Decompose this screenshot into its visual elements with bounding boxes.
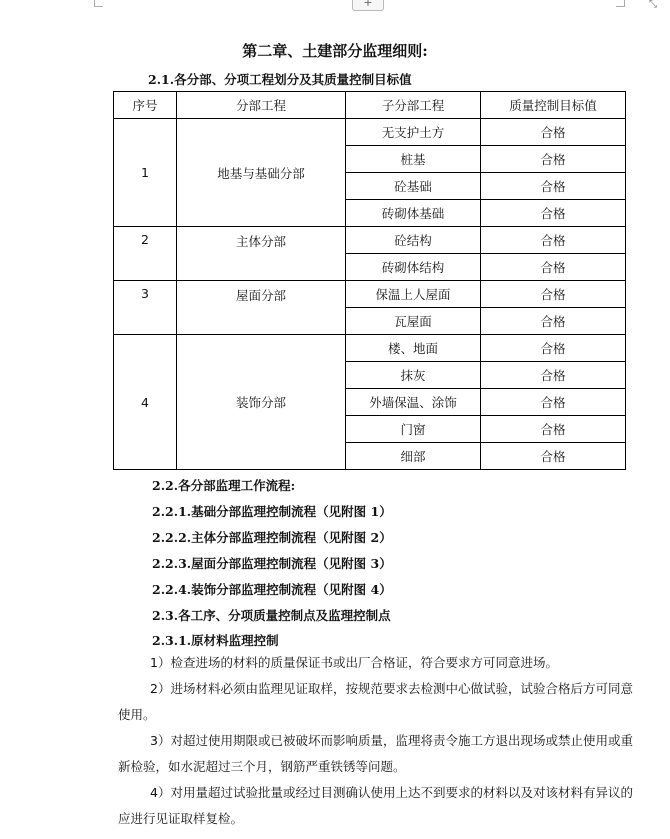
quality-target: 合格 <box>481 308 626 335</box>
body-paragraph: 1）检查进场的材料的质量保证书或出厂合格证，符合要求方可同意进场。 <box>150 655 558 670</box>
sub-division: 桩基 <box>346 146 481 173</box>
margin-corner-mark <box>94 0 103 7</box>
section-heading: 2.2.各分部监理工作流程: <box>152 478 296 493</box>
header-cell: 序号 <box>114 92 177 119</box>
body-paragraph: 4）对用量超过试验批量或经过目测确认使用上达不到要求的材料以及对该材料有异议的应进行见证取样复检。 <box>118 785 633 826</box>
table-header-row <box>114 92 626 119</box>
table-row <box>114 119 626 146</box>
sub-division: 砖砌体结构 <box>346 254 481 281</box>
section-heading: 2.2.1.基础分部监理控制流程（见附图 1） <box>152 504 392 519</box>
group-number: 4 <box>114 335 177 470</box>
header-cell: 分部工程 <box>177 92 346 119</box>
add-page-button[interactable]: + <box>352 0 384 11</box>
sub-division: 砖砌体基础 <box>346 200 481 227</box>
margin-corner-mark <box>616 0 625 7</box>
table-row <box>114 335 626 362</box>
body-paragraph: 2）进场材料必须由监理见证取样，按规范要求去检测中心做试验，试验合格后方可同意使用。 <box>118 681 633 722</box>
sub-division: 保温上人屋面 <box>346 281 481 308</box>
document-top-bar <box>0 0 670 10</box>
quality-target: 合格 <box>481 119 626 146</box>
sub-division: 抹灰 <box>346 362 481 389</box>
table-row <box>114 227 626 254</box>
group-name: 装饰分部 <box>177 335 346 470</box>
section-heading: 2.2.4.装饰分部监理控制流程（见附图 4） <box>152 582 392 597</box>
sub-division: 外墙保温、涂饰 <box>346 389 481 416</box>
table-row <box>114 281 626 308</box>
section-heading: 2.3.各工序、分项质量控制点及监理控制点 <box>152 608 391 623</box>
quality-target-table <box>113 91 626 470</box>
sub-division: 门窗 <box>346 416 481 443</box>
section-heading: 2.2.2.主体分部监理控制流程（见附图 2） <box>152 530 392 545</box>
sub-division: 瓦屋面 <box>346 308 481 335</box>
quality-target: 合格 <box>481 227 626 254</box>
quality-target: 合格 <box>481 362 626 389</box>
quality-target: 合格 <box>481 335 626 362</box>
quality-target: 合格 <box>481 416 626 443</box>
quality-target: 合格 <box>481 200 626 227</box>
sub-division: 砼基础 <box>346 173 481 200</box>
sub-division: 砼结构 <box>346 227 481 254</box>
sub-division: 楼、地面 <box>346 335 481 362</box>
group-name: 地基与基础分部 <box>177 119 346 227</box>
group-name: 屋面分部 <box>177 281 346 335</box>
header-cell: 子分部工程 <box>346 92 481 119</box>
sub-division: 无支护土方 <box>346 119 481 146</box>
header-cell: 质量控制目标值 <box>481 92 626 119</box>
chapter-title: 第二章、土建部分监理细则: <box>242 42 428 60</box>
quality-target: 合格 <box>481 443 626 470</box>
group-number: 2 <box>114 227 177 281</box>
group-number: 3 <box>114 281 177 335</box>
section-heading: 2.1.各分部、分项工程划分及其质量控制目标值 <box>148 72 412 87</box>
body-paragraph: 3）对超过使用期限或已被破坏而影响质量，监理将责令施工方退出现场或禁止使用或重新检验，如水泥超过三个月，钢筋严重铁锈等问题。 <box>118 733 633 774</box>
quality-target: 合格 <box>481 146 626 173</box>
quality-target: 合格 <box>481 281 626 308</box>
group-name: 主体分部 <box>177 227 346 281</box>
resize-icon[interactable]: ⤡ <box>649 0 657 10</box>
quality-target: 合格 <box>481 389 626 416</box>
section-heading: 2.3.1.原材料监理控制 <box>152 633 279 648</box>
quality-target: 合格 <box>481 254 626 281</box>
sub-division: 细部 <box>346 443 481 470</box>
section-heading: 2.2.3.屋面分部监理控制流程（见附图 3） <box>152 556 392 571</box>
quality-target: 合格 <box>481 173 626 200</box>
group-number: 1 <box>114 119 177 227</box>
